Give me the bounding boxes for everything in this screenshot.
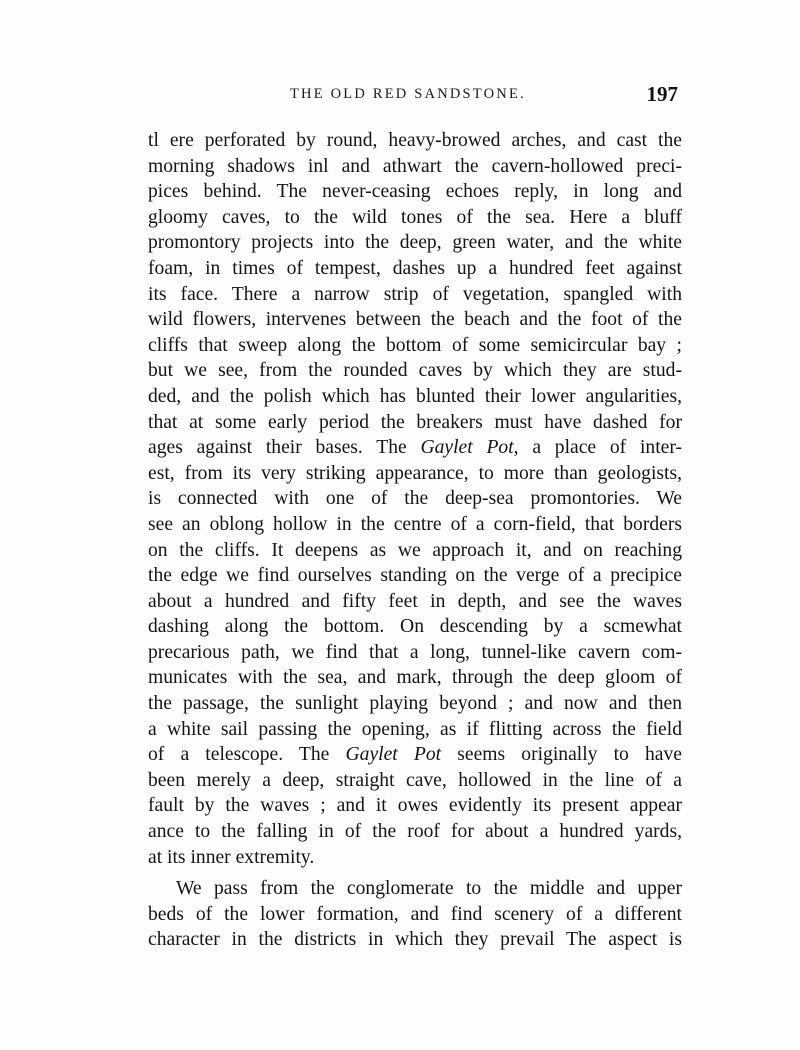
text-line-with-italic — [148, 742, 682, 768]
text-line: but we see, from the rounded caves by which they are stud- — [148, 360, 682, 382]
text-line: wild flowers, intervenes between the beach and the foot of the — [148, 309, 682, 331]
italic-place-name: Gaylet Pot — [420, 437, 514, 459]
running-head — [148, 82, 678, 110]
text-line: been merely a deep, straight cave, hollowed in the line of a — [148, 769, 682, 791]
paragraph-2 — [148, 876, 682, 953]
page-number: 197 — [646, 82, 678, 106]
text-line: is connected with one of the deep-sea promontories. We — [148, 488, 682, 510]
text-line: We pass from the conglomerate to the middle and upper — [176, 878, 682, 900]
text-line: that at some early period the breakers must have dashed for — [148, 411, 682, 433]
text-line: promontory projects into the deep, green water, and the white — [148, 232, 682, 254]
body-text — [148, 128, 682, 953]
text-line: ded, and the polish which has blunted their lower angularities, — [148, 385, 682, 407]
text-line: tl ere perforated by round, heavy-browed arches, and cast the — [148, 130, 682, 151]
text-line: foam, in times of tempest, dashes up a hundred feet against — [148, 257, 682, 279]
italic-place-name: Gaylet Pot — [345, 744, 442, 766]
text-line: precarious path, we find that a long, tunnel-like cavern com- — [148, 641, 682, 663]
text-fragment: ages against their bases. The — [148, 437, 407, 459]
text-line-with-italic — [148, 435, 682, 461]
text-line: beds of the lower formation, and find scenery of a different — [148, 903, 682, 925]
paragraph-1 — [148, 128, 682, 870]
text-line: ance to the falling in of the roof for about a hundred yards, — [148, 821, 682, 843]
text-line: dashing along the bottom. On descending by a scmewhat — [148, 616, 682, 638]
text-line: gloomy caves, to the wild tones of the sea. Here a bluff — [148, 206, 682, 228]
running-title: THE OLD RED SANDSTONE. — [290, 86, 526, 102]
text-line: character in the districts in which they prevail The aspect is — [148, 929, 682, 951]
text-line: the edge we find ourselves standing on the verge of a precipice — [148, 565, 682, 587]
text-line: the passage, the sunlight playing beyond ; and now and then — [148, 693, 682, 715]
text-line: est, from its very striking appearance, to more than geologists, — [148, 462, 682, 484]
text-line: see an oblong hollow in the centre of a corn-field, that borders — [148, 513, 682, 535]
text-fragment: , a place of inter- — [513, 437, 682, 459]
text-line: a white sail passing the opening, as if flitting across the field — [148, 718, 682, 740]
text-line: morning shadows inl and athwart the cavern-hollowed preci- — [148, 155, 682, 177]
text-fragment: of a telescope. The — [148, 744, 330, 766]
text-line: pices behind. The never-ceasing echoes reply, in long and — [148, 181, 682, 203]
text-line: at its inner extremity. — [148, 846, 315, 868]
text-fragment: seems originally to have — [441, 744, 682, 766]
text-line: about a hundred and fifty feet in depth, and see the waves — [148, 590, 682, 612]
text-line: its face. There a narrow strip of vegetation, spangled with — [148, 283, 682, 305]
text-line: fault by the waves ; and it owes evidently its present appear — [148, 795, 682, 817]
text-line: on the cliffs. It deepens as we approach it, and on reaching — [148, 539, 682, 561]
text-line: municates with the sea, and mark, through the deep gloom of — [148, 667, 682, 689]
text-line: cliffs that sweep along the bottom of some semicircular bay ; — [148, 334, 682, 356]
